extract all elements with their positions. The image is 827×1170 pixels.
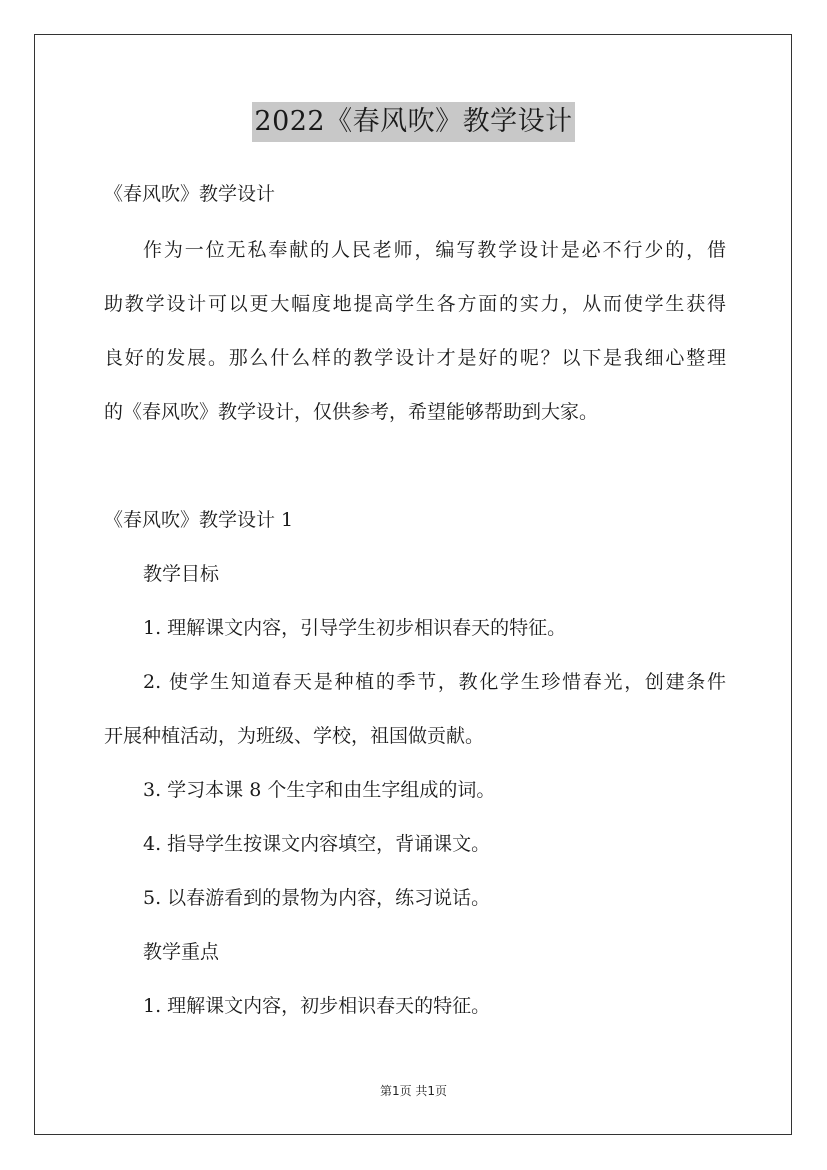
section1-heading: 《春风吹》教学设计 1 (104, 509, 294, 531)
goal-1: 1. 理解课文内容，引导学生初步相识春天的特征。 (143, 617, 567, 639)
key-point-1: 1. 理解课文内容，初步相识春天的特征。 (143, 995, 491, 1017)
title-container (0, 102, 827, 142)
goal-2-line-2: 开展种植活动，为班级、学校，祖国做贡献。 (104, 725, 485, 747)
goal-2-line-1: 2. 使学生知道春天是种植的季节，教化学生珍惜春光，创建条件 (143, 671, 726, 693)
goal-5: 5. 以春游看到的景物为内容，练习说话。 (143, 887, 491, 909)
intro-line-2: 助教学设计可以更大幅度地提高学生各方面的实力，从而使学生获得 (104, 293, 726, 315)
key-points-heading: 教学重点 (143, 941, 220, 963)
intro-line-3: 良好的发展。那么什么样的教学设计才是好的呢？以下是我细心整理 (104, 347, 726, 369)
goals-heading: 教学目标 (143, 563, 220, 585)
goal-3: 3. 学习本课 8 个生字和由生字组成的词。 (143, 779, 496, 801)
intro-line-4: 的《春风吹》教学设计，仅供参考，希望能够帮助到大家。 (104, 401, 599, 423)
document-title: 2022《春风吹》教学设计 (252, 102, 574, 142)
intro-line-1: 作为一位无私奉献的人民老师，编写教学设计是必不行少的，借 (143, 239, 726, 261)
goal-4: 4. 指导学生按课文内容填空，背诵课文。 (143, 833, 491, 855)
heading-main: 《春风吹》教学设计 (104, 183, 276, 205)
page-footer: 第1页 共1页 (379, 1084, 448, 1098)
